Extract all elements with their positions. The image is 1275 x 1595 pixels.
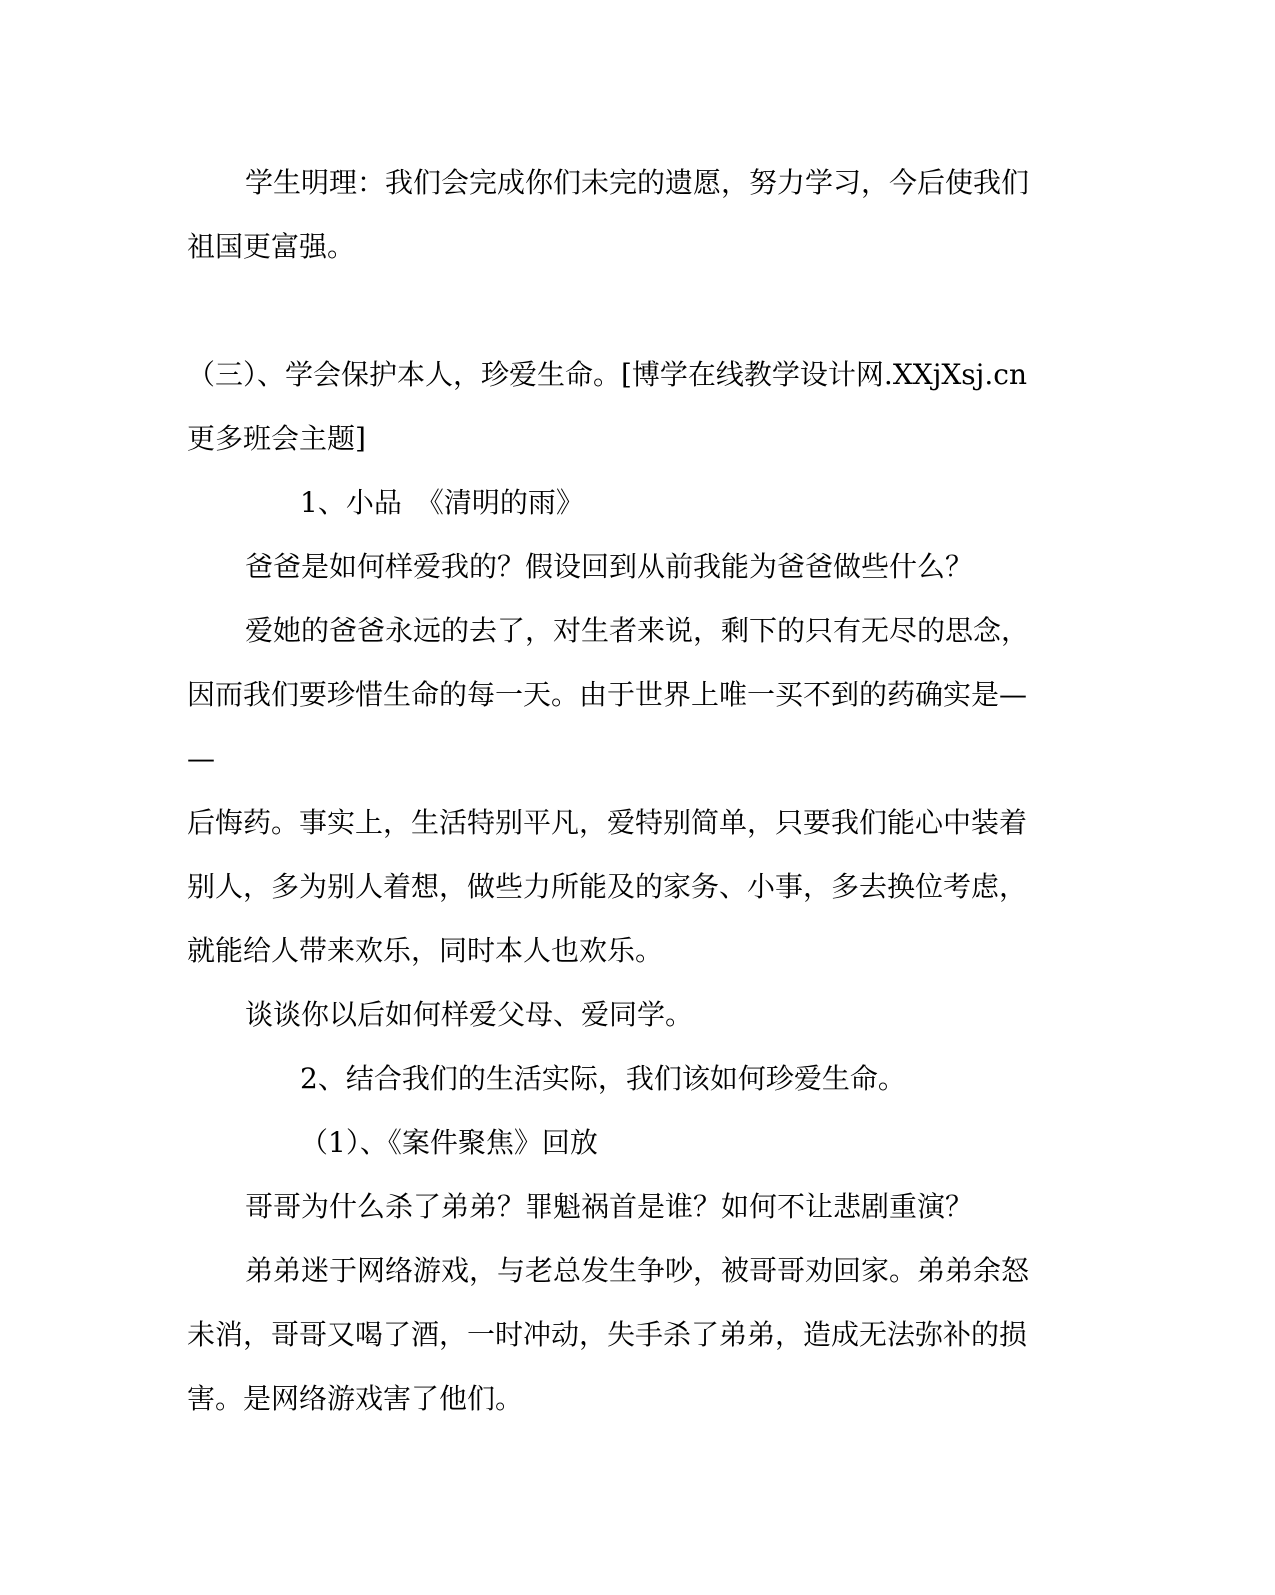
paragraph-line: 害。是网络游戏害了他们。 bbox=[187, 1382, 524, 1415]
paragraph-line: 弟弟迷于网络游戏，与老总发生争吵，被哥哥劝回家。弟弟余怒 bbox=[245, 1254, 1030, 1287]
paragraph-line: 未消，哥哥又喝了酒，一时冲动，失手杀了弟弟，造成无法弥补的损 bbox=[187, 1318, 1028, 1351]
paragraph-line: 祖国更富强。 bbox=[187, 230, 356, 263]
paragraph-line: 谈谈你以后如何样爱父母、爱同学。 bbox=[245, 998, 694, 1031]
section-heading: （三）、学会保护本人，珍爱生命。[博学在线教学设计网.XXjXsj.cn bbox=[187, 358, 1027, 391]
paragraph-line: 后悔药。事实上，生活特别平凡，爱特别简单，只要我们能心中装着 bbox=[187, 806, 1028, 839]
paragraph-line: 别人，多为别人着想，做些力所能及的家务、小事，多去换位考虑， bbox=[187, 870, 1028, 903]
paragraph-line: 学生明理：我们会完成你们未完的遗愿，努力学习，今后使我们 bbox=[245, 166, 1030, 199]
paragraph-line: — bbox=[187, 742, 215, 775]
subheading: 2、结合我们的生活实际，我们该如何珍爱生命。 bbox=[300, 1062, 906, 1095]
paragraph-line: 就能给人带来欢乐，同时本人也欢乐。 bbox=[187, 934, 664, 967]
paragraph-line: 因而我们要珍惜生命的每一天。由于世界上唯一买不到的药确实是— bbox=[187, 678, 1028, 711]
paragraph-line: 哥哥为什么杀了弟弟？罪魁祸首是谁？如何不让悲剧重演？ bbox=[245, 1190, 974, 1223]
paragraph-line: 爱她的爸爸永远的去了，对生者来说，剩下的只有无尽的思念， bbox=[245, 614, 1030, 647]
paragraph-line: 爸爸是如何样爱我的？假设回到从前我能为爸爸做些什么？ bbox=[245, 550, 974, 583]
subheading: （1）、《案件聚焦》回放 bbox=[300, 1126, 598, 1159]
section-heading-continued: 更多班会主题] bbox=[187, 422, 366, 455]
subheading: 1、小品 《清明的雨》 bbox=[300, 486, 584, 519]
